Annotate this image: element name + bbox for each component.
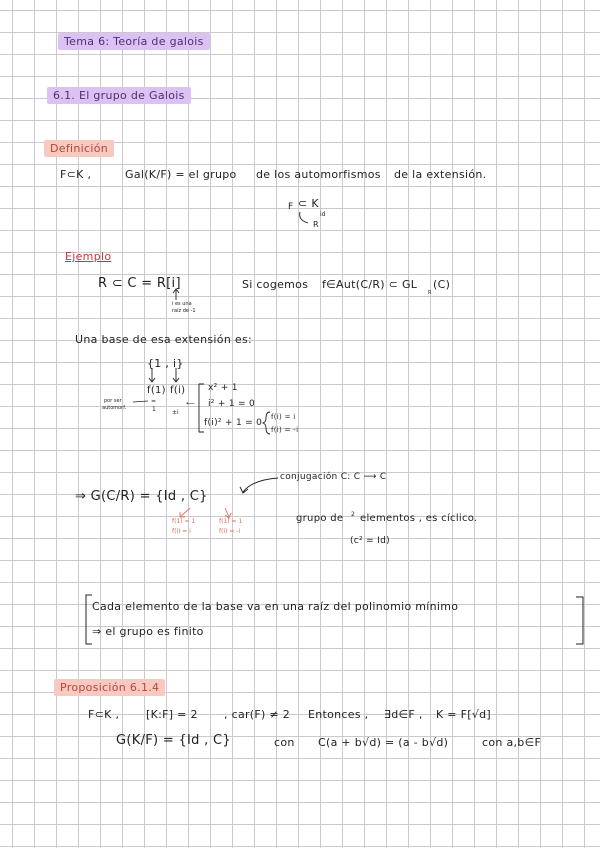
note-bracket-right — [576, 597, 583, 644]
c-def-2: f(i) = -i — [219, 528, 241, 535]
prop-text-2: [K:F] = 2 — [146, 708, 198, 721]
prop-text-9: C(a + b√d) = (a - b√d) — [318, 736, 449, 749]
diagram-f: F — [288, 202, 294, 212]
f-of-i: f(i) — [170, 385, 186, 396]
automorf-note: automorf. — [102, 405, 127, 411]
diagram-r: R — [313, 220, 319, 229]
arrow-down-1 — [149, 368, 155, 382]
definition-text-2: Gal(K/F) = el grupo — [125, 168, 237, 181]
proposition-label: Proposición 6.1.4 — [54, 679, 165, 696]
id-def-2: f(i) = i — [172, 528, 191, 535]
diagram-curve — [300, 212, 308, 223]
basis-set: {1 , i} — [147, 357, 184, 370]
prop-text-3: , car(F) ≠ 2 — [224, 708, 291, 721]
definition-text-3: de los automorfismos — [256, 168, 381, 181]
tema-header: Tema 6: Teoría de galois — [58, 33, 210, 50]
example-note-2: raíz de -1 — [172, 308, 196, 314]
galois-group-line: ⇒ G(C/R) = {Id , C} — [75, 489, 208, 504]
note-line-1: Cada elemento de la base va en una raíz del polinomio mínimo — [92, 600, 459, 613]
prop-text-8: con — [274, 736, 295, 749]
conjugation: conjugación C: C ⟶ C — [280, 472, 387, 482]
grupo-text-a: grupo de — [296, 513, 344, 524]
example-faut: f∈Aut(C/R) ⊂ GL — [322, 278, 418, 291]
section-header: 6.1. El grupo de Galois — [47, 87, 191, 104]
basis-text: Una base de esa extensión es: — [75, 333, 252, 346]
prop-text-4: Entonces , — [308, 708, 369, 721]
f-of-1: f(1) — [147, 385, 166, 396]
definition-text-4: de la extensión. — [394, 168, 487, 181]
prop-text-10: con a,b∈F — [482, 736, 542, 749]
eq-one: 1 — [152, 406, 156, 413]
example-faut-end: (C) — [433, 278, 451, 291]
example-cogemos: Si cogemos — [242, 278, 309, 291]
prop-text-7: G(K/F) = {Id , C} — [116, 733, 231, 748]
eq-sign: = — [151, 398, 157, 405]
conjugation-arrow — [240, 478, 278, 493]
poly-x2: x² + 1 — [208, 383, 238, 393]
arrow-down-i — [173, 368, 179, 382]
prop-text-5: ∃d∈F , — [384, 708, 423, 721]
diagram-k: ⊂ K — [298, 197, 319, 210]
definition-label: Definición — [44, 140, 114, 157]
prop-text-1: F⊂K , — [88, 708, 120, 721]
c-def-1: f(1) = 1 — [219, 518, 243, 525]
grupo-text-b: elementos , es cíclico. — [360, 513, 478, 524]
arrow-left-to-f: ⟵ — [186, 400, 195, 407]
example-faut-sub: R — [428, 290, 432, 296]
grupo-num: 2 — [351, 511, 355, 518]
arrow-por-ser — [133, 401, 148, 402]
c-squared: (c² = Id) — [350, 536, 390, 546]
id-def-1: f(1) = 1 — [172, 518, 196, 525]
por-ser-note: por ser — [104, 398, 122, 404]
poly-i2: i² + 1 = 0 — [208, 399, 256, 409]
case-2: f(i) = -i — [271, 426, 299, 434]
definition-text-1: F⊂K , — [60, 168, 92, 181]
example-note-1: i es una — [172, 301, 192, 307]
diagram-id: id — [320, 211, 326, 218]
eq-pm-i: ±i — [172, 409, 179, 416]
poly-fi2: f(i)² + 1 = 0 — [204, 418, 263, 428]
example-line-1: R ⊂ C = R[i] — [98, 276, 181, 291]
red-arrow-c — [225, 508, 231, 518]
cases-brace — [263, 412, 270, 434]
case-1: f(i) = i — [271, 413, 296, 421]
note-line-2: ⇒ el grupo es finito — [92, 625, 204, 638]
red-arrow-id — [180, 508, 190, 517]
example-label: Ejemplo — [65, 250, 112, 263]
prop-text-6: K = F[√d] — [436, 708, 492, 721]
